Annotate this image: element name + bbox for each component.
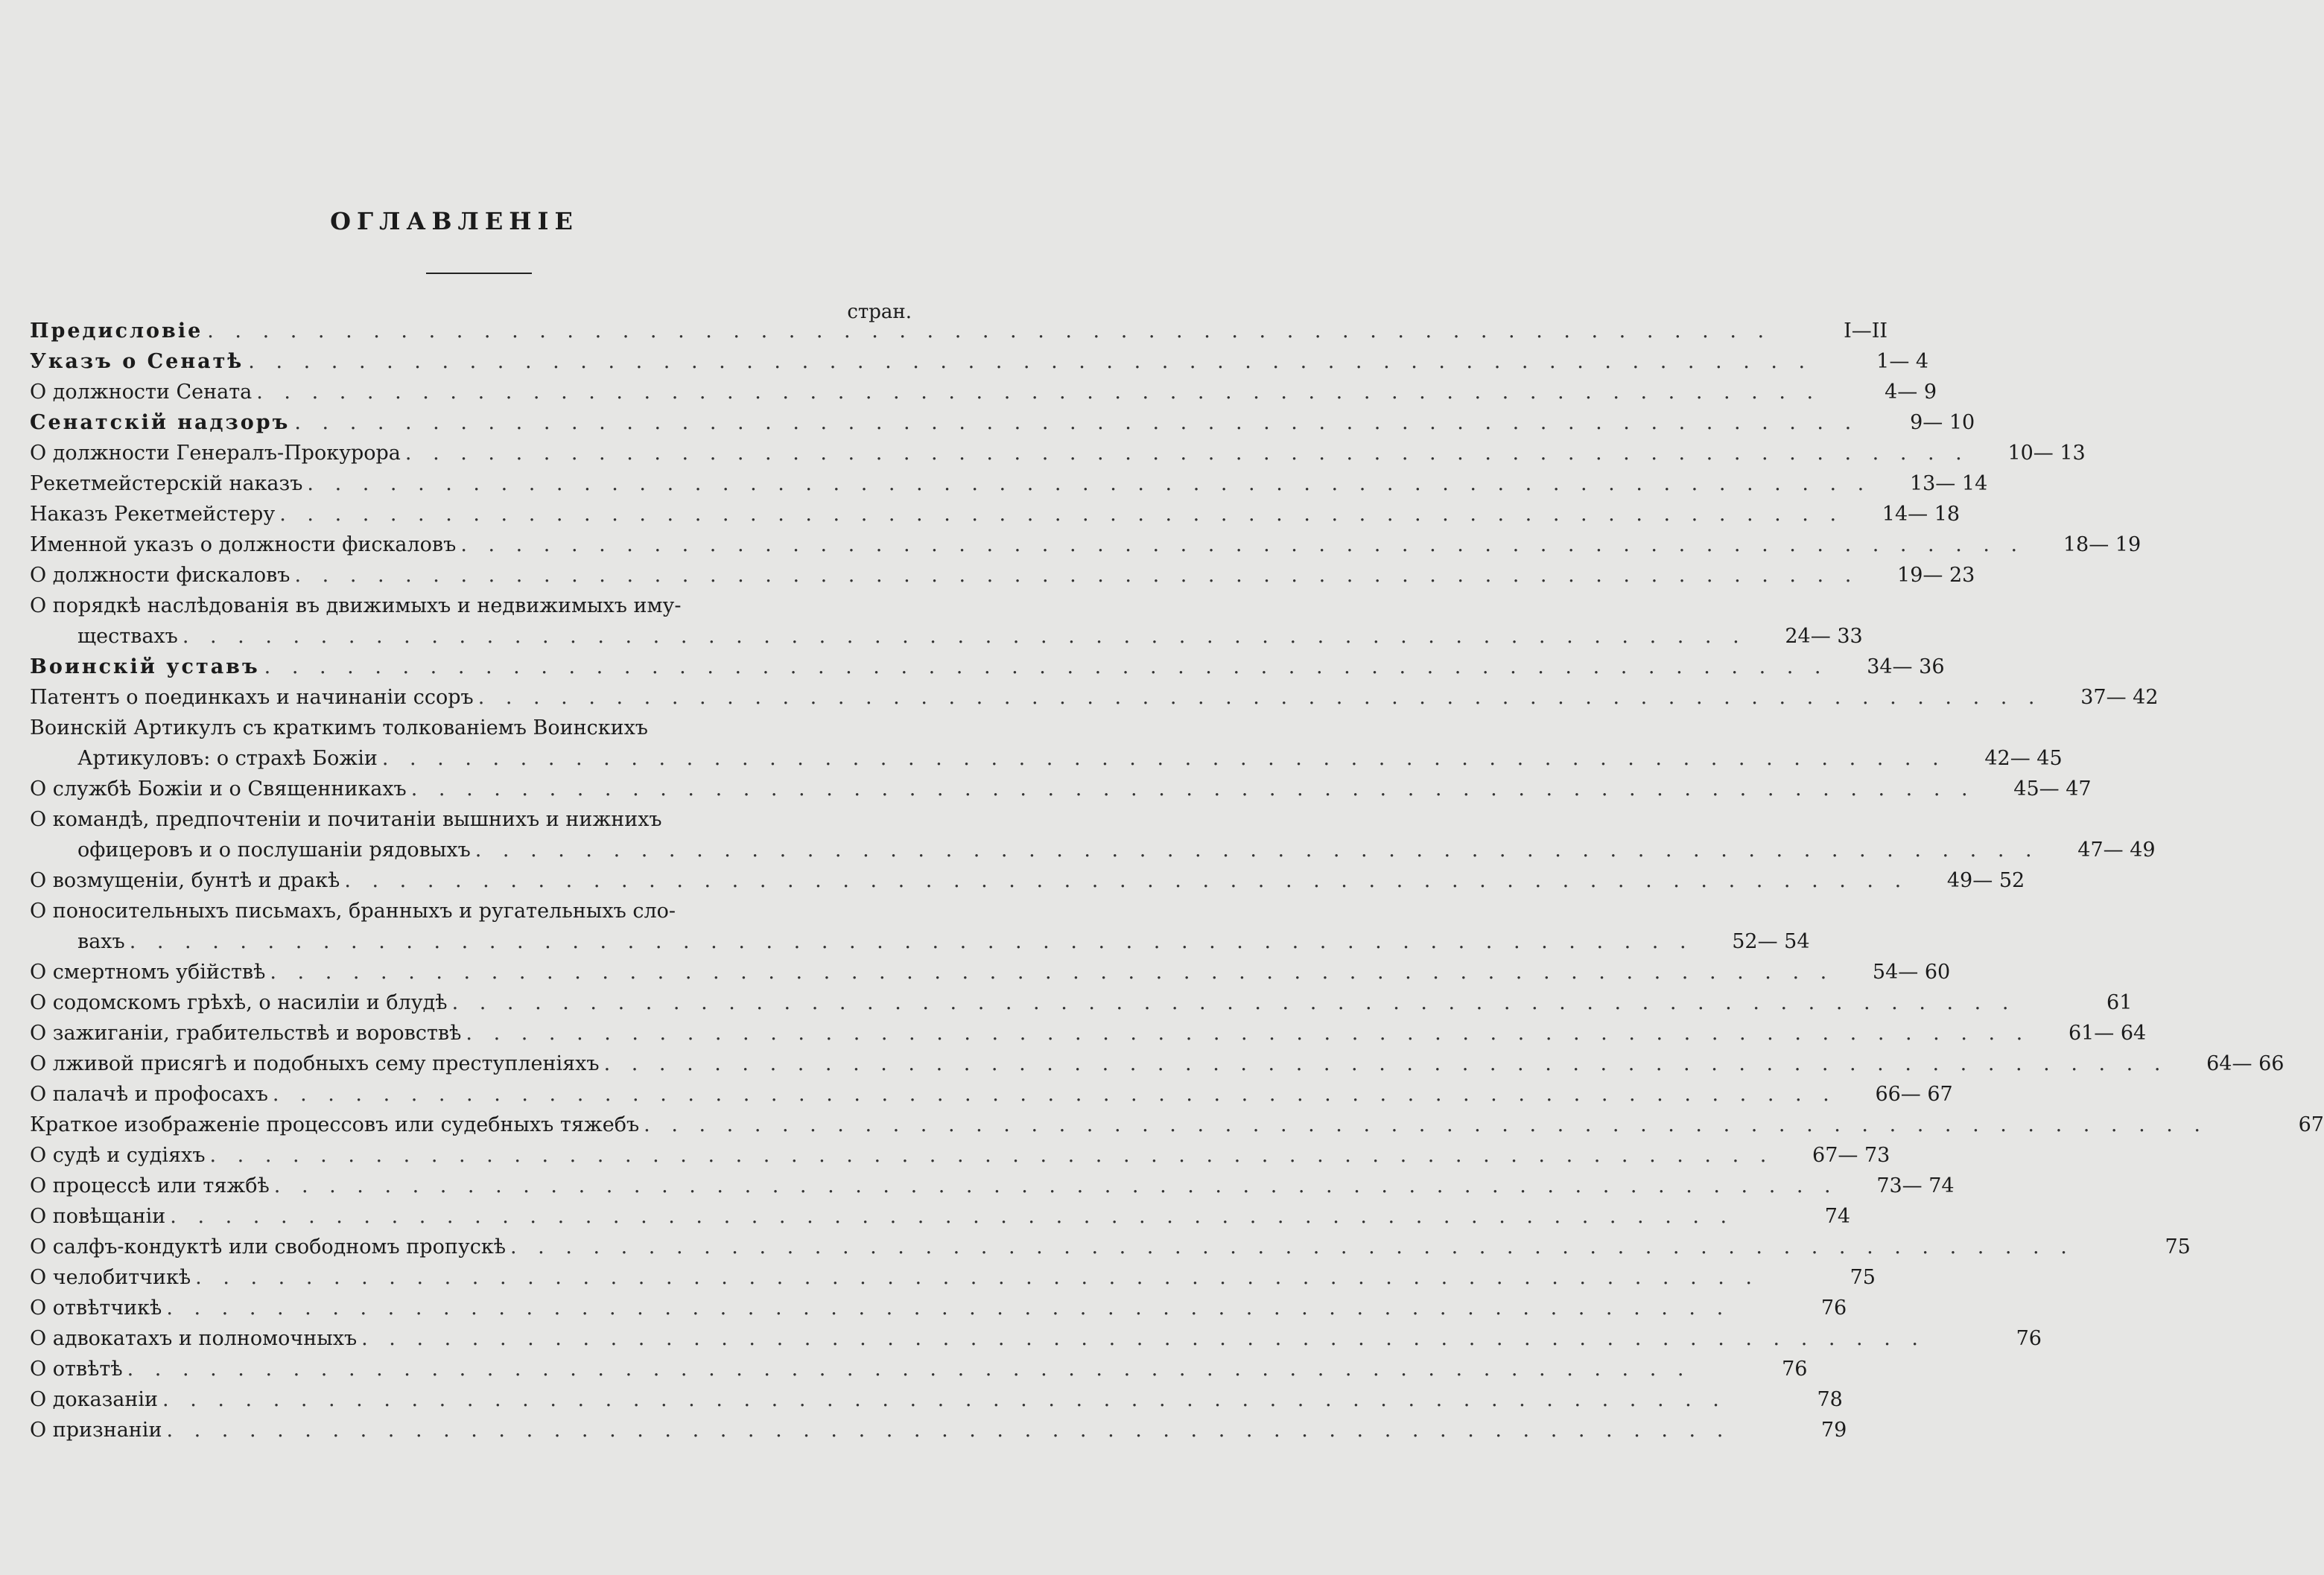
- toc-entry-page: 67— 73: [1812, 1144, 1890, 1167]
- toc-entry-title: Сенатскій надзоръ: [30, 411, 290, 434]
- dot-leader: . . . . . . . . . . . . . . . . . . . . . . . . . . . . . . . . . . . . . . . . . . . . . . . . . . . . . . . . .: [256, 381, 1821, 404]
- dot-leader: . . . . . . . . . . . . . . . . . . . . . . . . . . . . . . . . . . . . . . . . . . . . . . . . . . . . . . . . .: [248, 350, 1813, 373]
- toc-entry-title-continued: Артикуловъ: о страхѣ Божіи: [77, 747, 378, 770]
- toc-entry-title: О порядкѣ наслѣдованія въ движимыхъ и недвижимыхъ иму-: [30, 594, 682, 617]
- toc-entry-page: 61: [2106, 991, 2133, 1014]
- dot-leader: . . . . . . . . . . . . . . . . . . . . . . . . . . . . . . . . . . . . . . . . . . . . . . . . . . . . . . . . .: [162, 1388, 1727, 1411]
- toc-entry-page: 24— 33: [1785, 625, 1863, 648]
- page-title: ОГЛАВЛЕНІЕ: [330, 207, 579, 235]
- dot-leader: . . . . . . . . . . . . . . . . . . . . . . . . . . . . . . . . . . . . . . . . . . . . . . . . . . . . . . . . .: [209, 1144, 1774, 1167]
- toc-entry-page: 49— 52: [1946, 869, 2025, 892]
- toc-entry-page: 61— 64: [2068, 1022, 2147, 1045]
- toc-entry-title: О отвѣтѣ: [30, 1358, 123, 1381]
- toc-entry: [30, 468, 1988, 499]
- toc-entry-title: Патентъ о поединкахъ и начинаніи ссоръ: [30, 686, 474, 709]
- dot-leader: . . . . . . . . . . . . . . . . . . . . . . . . . . . . . . . . . . . . . . . . . . . . . . . . . . . . . . . . .: [474, 839, 2039, 862]
- toc-entry: [30, 1323, 2042, 1354]
- title-rule: [426, 273, 532, 274]
- toc-entry: [30, 896, 1810, 957]
- toc-entry-title: О поносительныхъ письмахъ, бранныхъ и ругательныхъ сло-: [30, 900, 676, 923]
- toc-entry-title: Воинскій Артикулъ съ краткимъ толкованіемъ Воинскихъ: [30, 716, 648, 739]
- toc-entry-page: 76: [1820, 1296, 1847, 1320]
- dot-leader: . . . . . . . . . . . . . . . . . . . . . . . . . . . . . . . . . . . . . . . . . . . . . . . . . . . . . . . . .: [603, 1052, 2168, 1075]
- dot-leader: . . . . . . . . . . . . . . . . . . . . . . . . . . . . . . . . . . . . . . . . . . . . . . . . . . . . . . . . .: [129, 930, 1694, 953]
- dot-leader: . . . . . . . . . . . . . . . . . . . . . . . . . . . . . . . . . . . . . . . . . . . . . . . . . . . . . . . . .: [294, 564, 1859, 587]
- toc-entry-page: 79: [1820, 1419, 1847, 1442]
- dot-leader: . . . . . . . . . . . . . . . . . . . . . . . . . . . . . . . . . . . . . . . . . . . . . . . . . . . . . . . . .: [361, 1327, 1925, 1350]
- toc-entry: [30, 1293, 1847, 1323]
- toc-entry: [30, 377, 1937, 407]
- toc-entry-title-continued: офицеровъ и о послушаніи рядовыхъ: [77, 839, 471, 862]
- toc-entry: [30, 774, 2092, 804]
- toc-entry-title: О адвокатахъ и полномочныхъ: [30, 1327, 358, 1350]
- dot-leader: . . . . . . . . . . . . . . . . . . . . . . . . . . . . . . . . . . . . . . . . . . . . . . . . . . . . . . . . .: [207, 319, 1772, 343]
- toc-entry-title: О службѣ Божіи и о Священникахъ: [30, 777, 407, 801]
- toc-entry-title: О признаніи: [30, 1419, 162, 1442]
- toc-entry-page: 75: [2165, 1235, 2191, 1259]
- toc-entry-page: 75: [1850, 1266, 1876, 1289]
- toc-entry: [30, 529, 2142, 560]
- toc-entry: [30, 1201, 1851, 1232]
- toc-entry: [30, 957, 1951, 987]
- dot-leader: . . . . . . . . . . . . . . . . . . . . . . . . . . . . . . . . . . . . . . . . . . . . . . . . . . . . . . . . .: [410, 777, 1975, 801]
- toc-entry-title: О зажиганіи, грабительствѣ и воровствѣ: [30, 1022, 462, 1045]
- dot-leader: . . . . . . . . . . . . . . . . . . . . . . . . . . . . . . . . . . . . . . . . . . . . . . . . . . . . . . . . .: [166, 1419, 1731, 1442]
- toc-entry-title: О возмущеніи, бунтѣ и дракѣ: [30, 869, 340, 892]
- toc-entry-page: 76: [1782, 1358, 1808, 1381]
- dot-leader: . . . . . . . . . . . . . . . . . . . . . . . . . . . . . . . . . . . . . . . . . . . . . . . . . . . . . . . . .: [294, 411, 1859, 434]
- toc-entry-title: О смертномъ убійствѣ: [30, 961, 266, 984]
- toc-entry: [30, 560, 1975, 591]
- dot-leader: . . . . . . . . . . . . . . . . . . . . . . . . . . . . . . . . . . . . . . . . . . . . . . . . . . . . . . . . .: [170, 1205, 1735, 1228]
- toc-entry-page: 47— 49: [2077, 839, 2156, 862]
- toc-entry-title: О должности фискаловъ: [30, 564, 290, 587]
- toc-entry-title: Наказъ Рекетмейстеру: [30, 503, 276, 526]
- toc-entry: [30, 1171, 1955, 1201]
- table-of-contents: [30, 316, 2324, 1445]
- toc-entry-page: 1— 4: [1876, 350, 1929, 373]
- dot-leader: . . . . . . . . . . . . . . . . . . . . . . . . . . . . . . . . . . . . . . . . . . . . . . . . . . . . . . . . .: [195, 1266, 1759, 1289]
- toc-entry: [30, 1262, 1876, 1293]
- toc-entry-page: 14— 18: [1882, 503, 1961, 526]
- toc-entry: [30, 1140, 1890, 1171]
- toc-entry: [30, 316, 1888, 346]
- toc-entry-title-continued: ществахъ: [77, 625, 178, 648]
- toc-entry: [30, 499, 1961, 529]
- dot-leader: . . . . . . . . . . . . . . . . . . . . . . . . . . . . . . . . . . . . . . . . . . . . . . . . . . . . . . . . .: [644, 1113, 2208, 1136]
- toc-entry-page: 73— 74: [1876, 1174, 1955, 1197]
- toc-entry-page: 45— 47: [2013, 777, 2092, 801]
- toc-entry: [30, 407, 1975, 438]
- toc-entry: [30, 1018, 2147, 1049]
- toc-entry-title: О повѣщаніи: [30, 1205, 166, 1228]
- toc-entry-title: О челобитчикѣ: [30, 1266, 191, 1289]
- toc-entry-title: Именной указъ о должности фискаловъ: [30, 533, 457, 556]
- dot-leader: . . . . . . . . . . . . . . . . . . . . . . . . . . . . . . . . . . . . . . . . . . . . . . . . . . . . . . . . .: [166, 1296, 1731, 1320]
- toc-entry-page: 13— 14: [1909, 472, 1988, 495]
- toc-entry-page: 34— 36: [1867, 655, 1945, 678]
- toc-entry-page: 78: [1817, 1388, 1843, 1411]
- toc-entry: [30, 1110, 2324, 1140]
- dot-leader: . . . . . . . . . . . . . . . . . . . . . . . . . . . . . . . . . . . . . . . . . . . . . . . . . . . . . . . . .: [273, 1174, 1838, 1197]
- dot-leader: . . . . . . . . . . . . . . . . . . . . . . . . . . . . . . . . . . . . . . . . . . . . . . . . . . . . . . . . .: [307, 472, 1872, 495]
- toc-entry-page: 66— 67: [1875, 1083, 1953, 1106]
- toc-entry-page: 52— 54: [1732, 930, 1810, 953]
- toc-entry-title-continued: вахъ: [77, 930, 125, 953]
- dot-leader: . . . . . . . . . . . . . . . . . . . . . . . . . . . . . . . . . . . . . . . . . . . . . . . . . . . . . . . . .: [264, 655, 1829, 678]
- toc-entry-page: 18— 19: [2063, 533, 2142, 556]
- toc-entry-page: 67: [2298, 1113, 2324, 1136]
- dot-leader: . . . . . . . . . . . . . . . . . . . . . . . . . . . . . . . . . . . . . . . . . . . . . . . . . . . . . . . . .: [509, 1235, 2074, 1259]
- dot-leader: . . . . . . . . . . . . . . . . . . . . . . . . . . . . . . . . . . . . . . . . . . . . . . . . . . . . . . . . .: [182, 625, 1747, 648]
- toc-entry-title: Указъ о Сенатѣ: [30, 350, 244, 373]
- toc-entry-title: О салфъ-кондуктѣ или свободномъ пропускѣ: [30, 1235, 506, 1259]
- toc-entry-title: О лживой присягѣ и подобныхъ сему преступленіяхъ: [30, 1052, 600, 1075]
- dot-leader: . . . . . . . . . . . . . . . . . . . . . . . . . . . . . . . . . . . . . . . . . . . . . . . . . . . . . . . . .: [404, 442, 1969, 465]
- toc-entry-title: Рекетмейстерскій наказъ: [30, 472, 303, 495]
- toc-entry: [30, 346, 1929, 377]
- page-column-header: стран.: [847, 301, 912, 323]
- dot-leader: . . . . . . . . . . . . . . . . . . . . . . . . . . . . . . . . . . . . . . . . . . . . . . . . . . . . . . . . .: [279, 503, 1844, 526]
- dot-leader: . . . . . . . . . . . . . . . . . . . . . . . . . . . . . . . . . . . . . . . . . . . . . . . . . . . . . . . . .: [344, 869, 1909, 892]
- toc-entry-page: 19— 23: [1897, 564, 1975, 587]
- toc-entry: [30, 1384, 1843, 1415]
- toc-entry-page: I—II: [1844, 319, 1888, 343]
- toc-entry-title: О палачѣ и профосахъ: [30, 1083, 268, 1106]
- toc-entry-title: О процессѣ или тяжбѣ: [30, 1174, 270, 1197]
- toc-entry: [30, 1232, 2191, 1262]
- toc-entry-page: 42— 45: [1984, 747, 2063, 770]
- toc-entry-page: 4— 9: [1885, 381, 1937, 404]
- toc-entry-page: 54— 60: [1872, 961, 1951, 984]
- toc-entry-page: 74: [1824, 1205, 1851, 1228]
- dot-leader: . . . . . . . . . . . . . . . . . . . . . . . . . . . . . . . . . . . . . . . . . . . . . . . . . . . . . . . . .: [466, 1022, 2031, 1045]
- toc-entry-title: О командѣ, предпочтеніи и почитаніи вышнихъ и нижнихъ: [30, 808, 662, 831]
- dot-leader: . . . . . . . . . . . . . . . . . . . . . . . . . . . . . . . . . . . . . . . . . . . . . . . . . . . . . . . . .: [272, 1083, 1837, 1106]
- toc-entry: [30, 1415, 1847, 1445]
- toc-entry: [30, 713, 2063, 774]
- dot-leader: . . . . . . . . . . . . . . . . . . . . . . . . . . . . . . . . . . . . . . . . . . . . . . . . . . . . . . . . .: [127, 1358, 1692, 1381]
- toc-entry: [30, 865, 2025, 896]
- toc-entry: [30, 1079, 1953, 1110]
- dot-leader: . . . . . . . . . . . . . . . . . . . . . . . . . . . . . . . . . . . . . . . . . . . . . . . . . . . . . . . . .: [270, 961, 1835, 984]
- toc-entry-title: Предисловіе: [30, 319, 203, 343]
- toc-entry-title: Воинскій уставъ: [30, 655, 260, 678]
- toc-entry-page: 9— 10: [1910, 411, 1975, 434]
- dot-leader: . . . . . . . . . . . . . . . . . . . . . . . . . . . . . . . . . . . . . . . . . . . . . . . . . . . . . . . . .: [381, 747, 1946, 770]
- toc-entry-title: О отвѣтчикѣ: [30, 1296, 162, 1320]
- toc-entry: [30, 438, 2086, 468]
- toc-entry: [30, 987, 2133, 1018]
- toc-entry-title: О должности Генералъ-Прокурора: [30, 442, 401, 465]
- dot-leader: . . . . . . . . . . . . . . . . . . . . . . . . . . . . . . . . . . . . . . . . . . . . . . . . . . . . . . . . .: [477, 686, 2042, 709]
- toc-entry-page: 76: [2016, 1327, 2042, 1350]
- toc-entry-title: Краткое изображеніе процессовъ или судебныхъ тяжебъ: [30, 1113, 640, 1136]
- toc-entry: [30, 804, 2156, 865]
- toc-entry-page: 10— 13: [2007, 442, 2086, 465]
- toc-entry-title: О доказаніи: [30, 1388, 159, 1411]
- toc-entry-title: О судѣ и судіяхъ: [30, 1144, 206, 1167]
- toc-entry: [30, 591, 1863, 652]
- toc-entry-title: О должности Сената: [30, 381, 253, 404]
- toc-entry: [30, 652, 1945, 682]
- toc-entry: [30, 1354, 1808, 1384]
- toc-entry-title: О содомскомъ грѣхѣ, о насиліи и блудѣ: [30, 991, 448, 1014]
- toc-entry: [30, 1049, 2285, 1079]
- dot-leader: . . . . . . . . . . . . . . . . . . . . . . . . . . . . . . . . . . . . . . . . . . . . . . . . . . . . . . . . .: [451, 991, 2016, 1014]
- toc-entry: [30, 682, 2159, 713]
- dot-leader: . . . . . . . . . . . . . . . . . . . . . . . . . . . . . . . . . . . . . . . . . . . . . . . . . . . . . . . . .: [460, 533, 2025, 556]
- toc-entry-page: 64— 66: [2206, 1052, 2285, 1075]
- toc-entry-page: 37— 42: [2080, 686, 2159, 709]
